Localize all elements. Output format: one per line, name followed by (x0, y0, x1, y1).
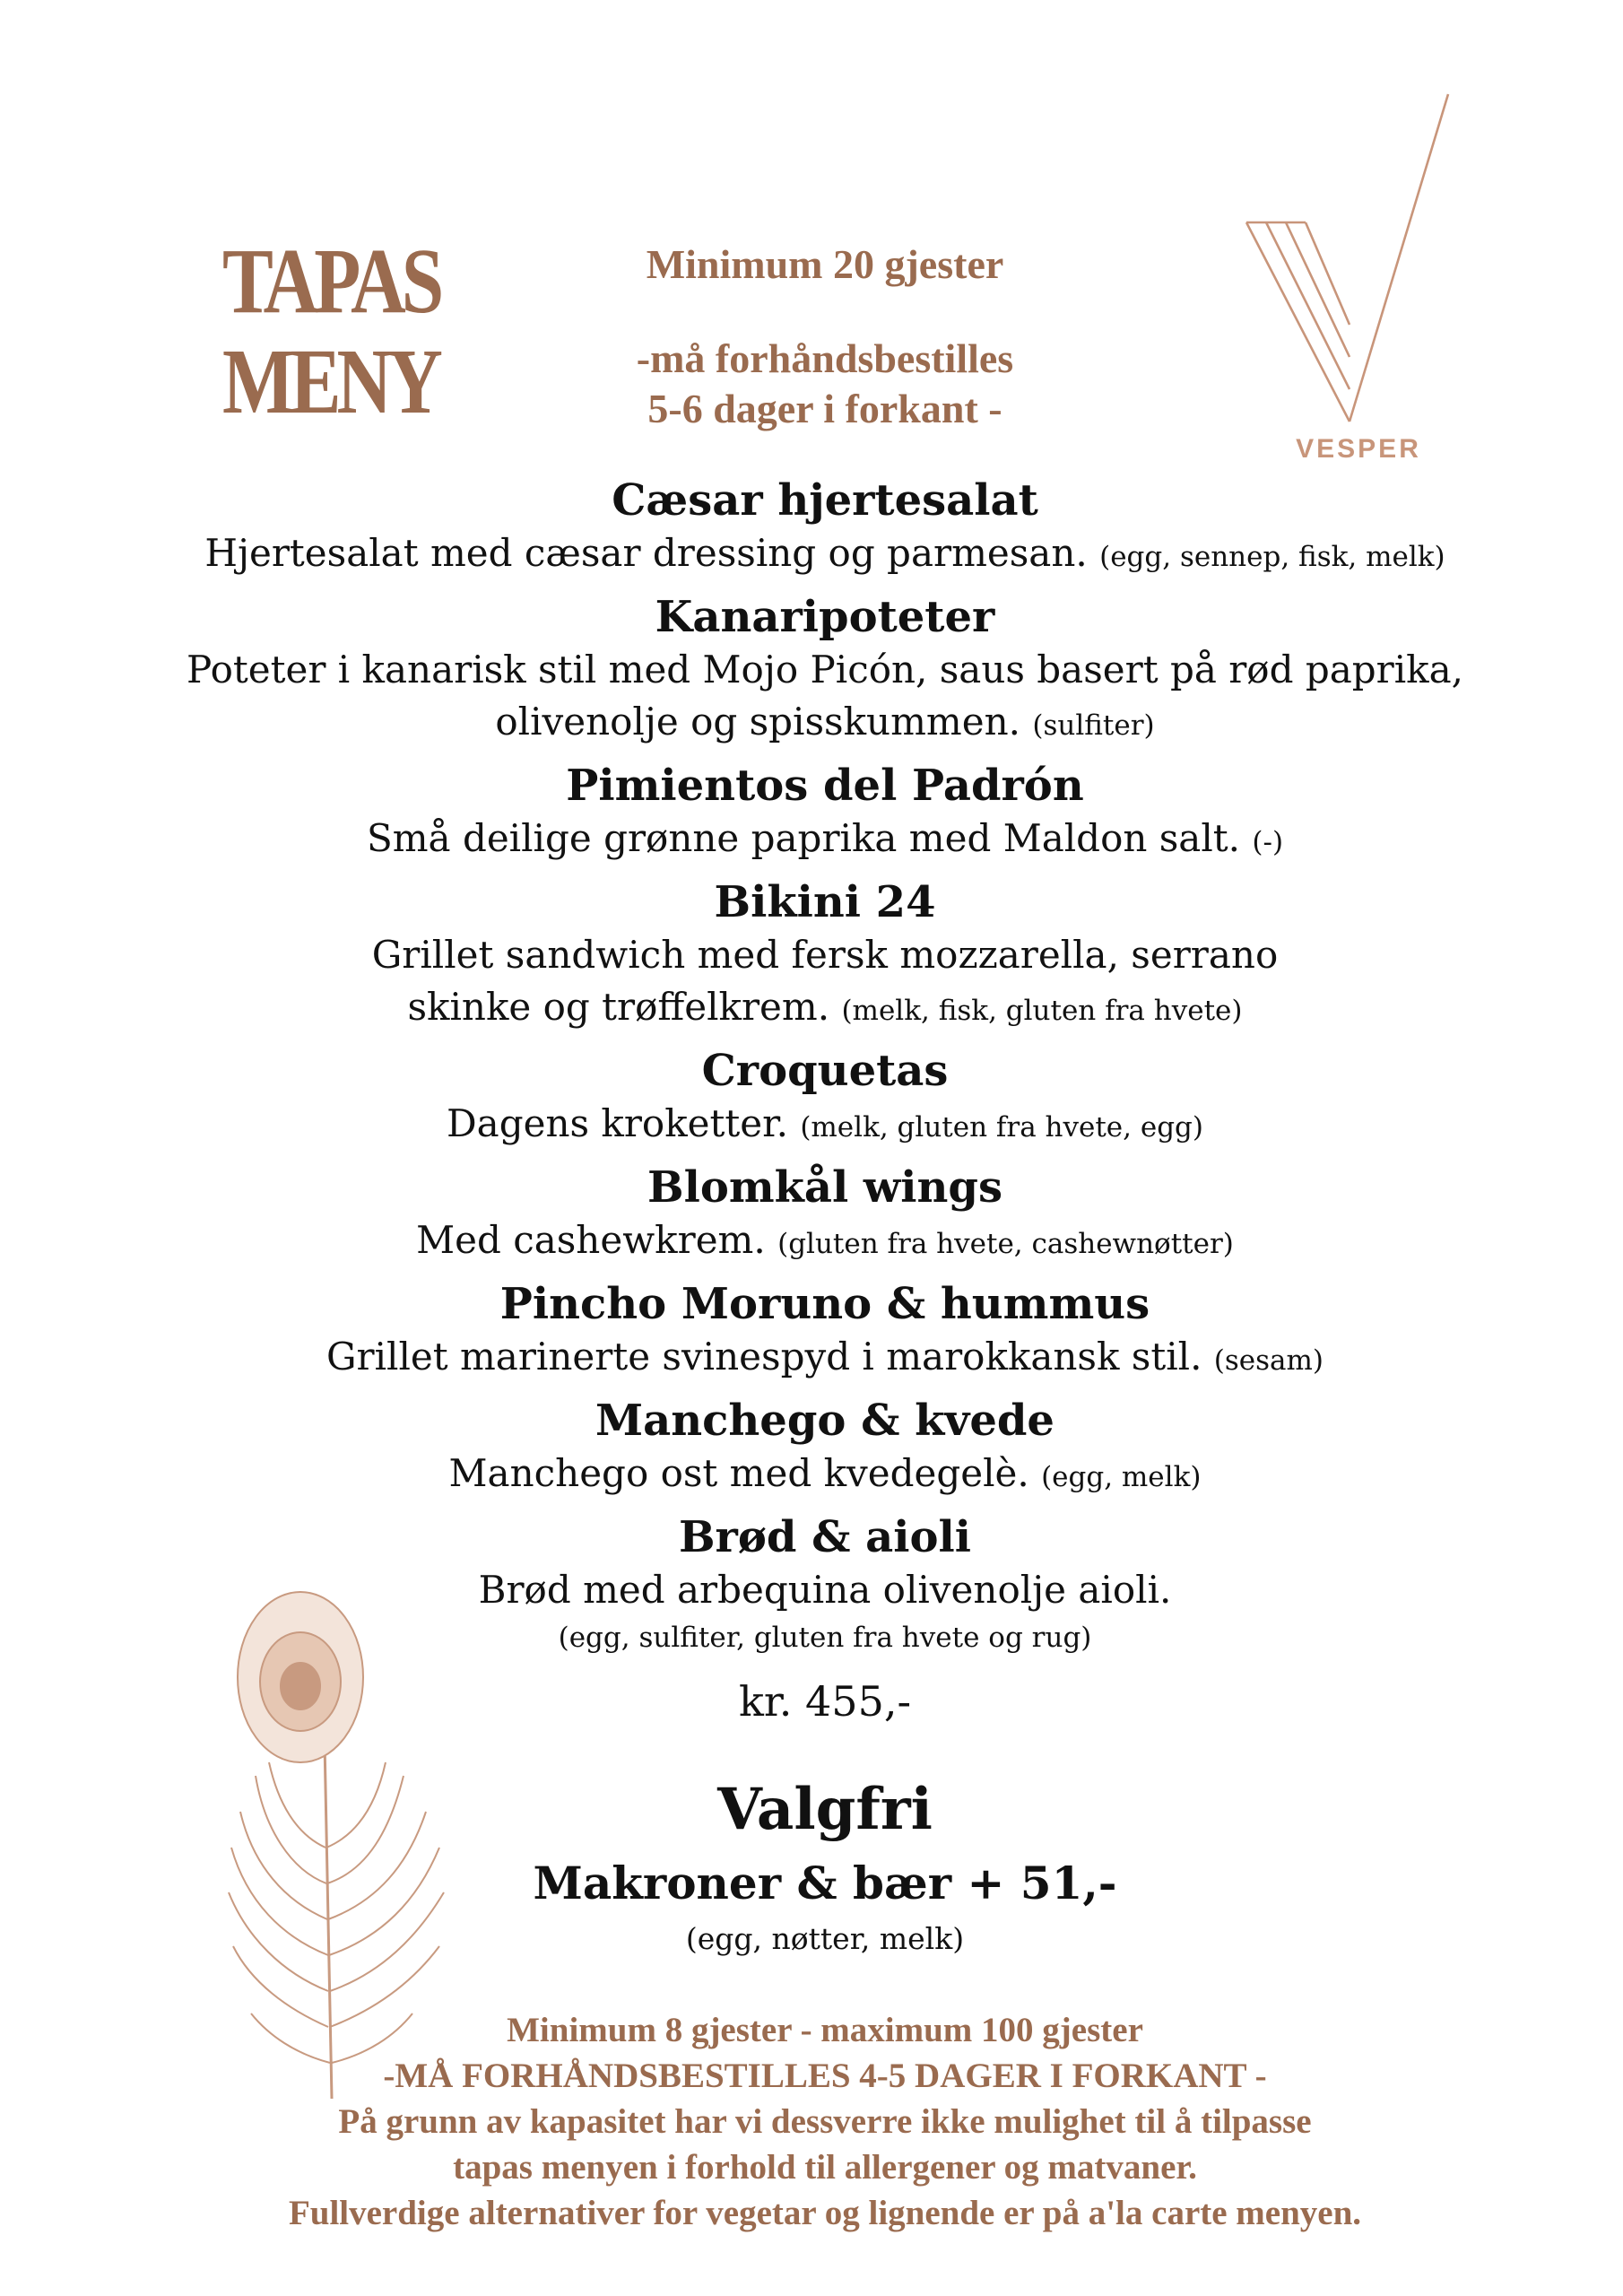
menu-item-description-text: Brød med arbequina olivenolje aioli. (478, 1568, 1172, 1612)
menu-item-description (126, 1214, 1524, 1270)
menu-item-allergens: (gluten fra hvete, cashewnøtter) (777, 1228, 1234, 1260)
menu-item-description (126, 527, 1524, 583)
menu-item-name: Cæsar hjertesalat (612, 475, 1038, 526)
menu-item-description-text: Grillet marinerte svinespyd i marokkansk stil. (325, 1335, 1202, 1378)
optional-dessert-allergens: (egg, nøtter, melk) (685, 1921, 965, 1956)
menu-item-name: Blomkål wings (647, 1162, 1002, 1213)
menu-item-allergens: (melk, fisk, gluten fra hvete) (841, 995, 1243, 1027)
menu-item-name: Pincho Moruno & hummus (499, 1279, 1150, 1329)
menu-item-allergens: (-) (1252, 826, 1284, 858)
menu-item-description-text: Dagens kroketter. (447, 1101, 788, 1145)
menu-item-description-text: Poteter i kanarisk stil med Mojo Picón, saus basert på rød paprika, (187, 648, 1463, 691)
tapas-menu-list (126, 474, 1524, 1659)
menu-item-name: Manchego & kvede (595, 1396, 1055, 1446)
menu-item-description-text: olivenolje og spisskummen. (495, 700, 1020, 744)
vesper-logo-icon (1242, 90, 1502, 475)
menu-item-allergens: (sesam) (1213, 1344, 1324, 1377)
menu-item-description (126, 644, 1524, 752)
menu-item-name: Pimientos del Padrón (566, 761, 1084, 811)
menu-item-description-text: Manchego ost med kvedegelè. (448, 1451, 1029, 1495)
menu-price: kr. 455,- (738, 1677, 912, 1726)
preorder-note-line-1: -må forhåndsbestilles (636, 335, 1014, 381)
menu-item-description (126, 813, 1524, 868)
menu-item-allergens: (egg, sulfiter, gluten fra hvete og rug) (558, 1622, 1092, 1654)
menu-title-line-2: MENY (222, 330, 438, 433)
menu-item (126, 1394, 1524, 1503)
menu-item-allergens: (melk, gluten fra hvete, egg) (800, 1111, 1203, 1144)
menu-item-name: Croquetas (701, 1046, 949, 1096)
footer-line: Fullverdige alternativer for vegetar og lignende er på a'la carte menyen. (288, 2194, 1362, 2232)
menu-item (126, 1044, 1524, 1153)
menu-item-allergens: (egg, melk) (1041, 1461, 1202, 1493)
footer-line: Minimum 8 gjester - maximum 100 gjester (507, 2011, 1143, 2049)
menu-item (126, 590, 1524, 752)
preorder-note (538, 334, 1112, 434)
menu-item-description-text: Hjertesalat med cæsar dressing og parmesan. (204, 531, 1088, 575)
menu-item (126, 875, 1524, 1037)
menu-title (222, 230, 440, 433)
footer-notes (161, 2007, 1488, 2236)
menu-item (126, 1161, 1524, 1270)
minimum-guests-note: Minimum 20 gjester (646, 241, 1004, 287)
menu-title-line-1: TAPAS (222, 230, 440, 333)
menu-item-description (126, 1448, 1524, 1503)
menu-item (126, 759, 1524, 868)
footer-line: -MÅ FORHÅNDSBESTILLES 4-5 DAGER I FORKANT - (383, 2057, 1267, 2095)
optional-section-title: Valgfri (717, 1776, 933, 1843)
menu-item-description-text: Små deilige grønne paprika med Maldon salt. (366, 816, 1241, 860)
preorder-note-line-2: 5-6 dager i forkant - (647, 386, 1002, 431)
menu-item-description (126, 1331, 1524, 1387)
menu-item-description-text: Med cashewkrem. (416, 1218, 766, 1262)
menu-item (126, 1277, 1524, 1387)
menu-item-description (126, 929, 1524, 1037)
vesper-logo-text: VESPER (1296, 434, 1421, 464)
menu-item-allergens: (sulfiter) (1032, 709, 1155, 742)
menu-item-name: Brød & aioli (678, 1512, 971, 1562)
menu-item-name: Bikini 24 (714, 877, 936, 927)
optional-dessert: Makroner & bær + 51,- (533, 1857, 1117, 1909)
menu-item-description-text: skinke og trøffelkrem. (407, 985, 830, 1029)
menu-item-description-text: Grillet sandwich med fersk mozzarella, serrano (371, 933, 1279, 977)
menu-item (126, 474, 1524, 583)
footer-line: På grunn av kapasitet har vi dessverre ikke mulighet til å tilpasse (338, 2102, 1312, 2141)
footer-line: tapas menyen i forhold til allergener og matvaner. (453, 2148, 1197, 2187)
menu-item-name: Kanaripoteter (655, 592, 995, 642)
menu-item-allergens: (egg, sennep, fisk, melk) (1099, 541, 1445, 573)
menu-item-description (126, 1098, 1524, 1153)
